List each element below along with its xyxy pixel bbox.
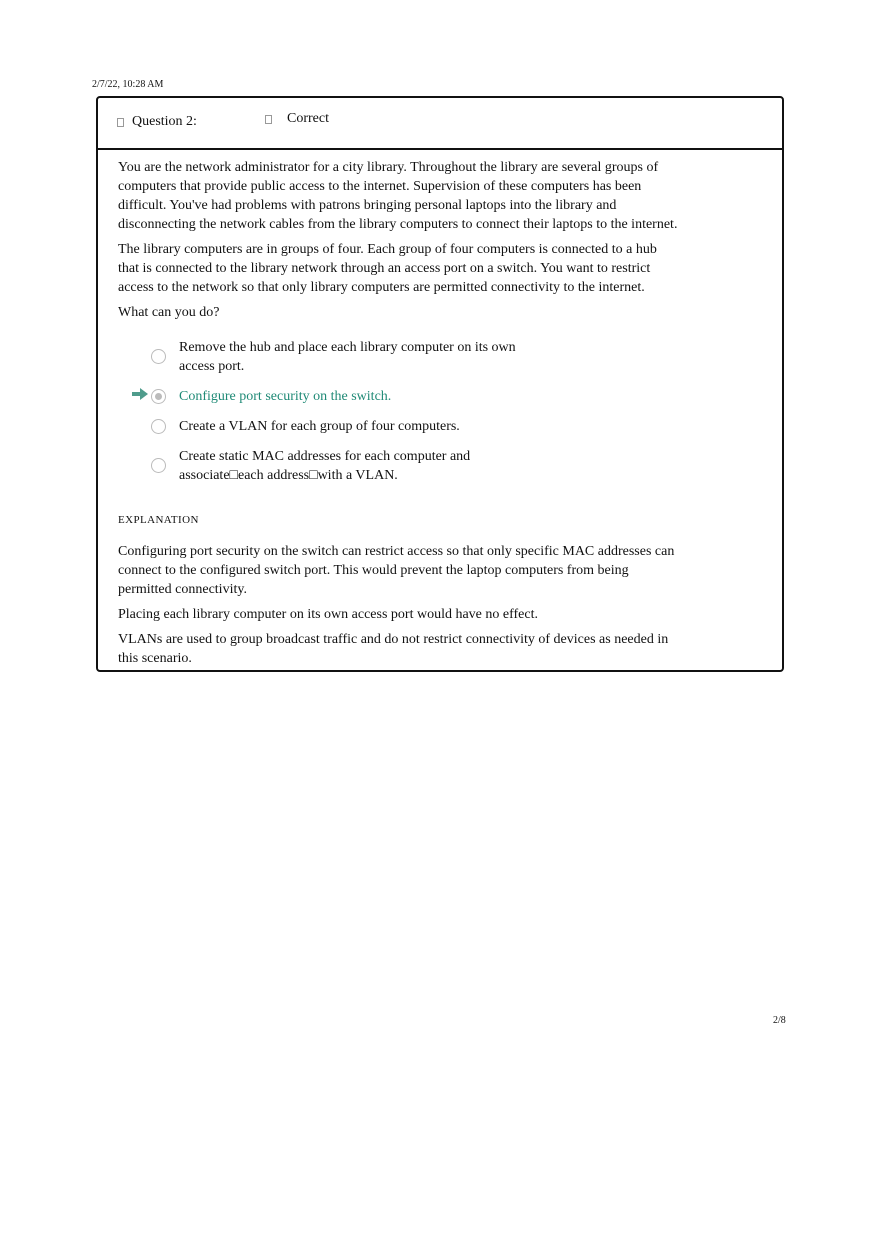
question-body: [118, 158, 678, 674]
explanation-paragraph: Placing each library computer on its own access port would have no effect.: [118, 607, 538, 622]
answer-list: [118, 338, 678, 485]
checkbox-icon: [117, 118, 124, 127]
answer-text: Configure port security on the switch.: [179, 389, 392, 404]
question-paragraph: The library computers are in groups of four. Each group of four computers is connected to a hub that is connected to the library network through an access port on a switch. You want to restrict access to the network so that only library computers are permitted connectivity to the internet.: [118, 242, 657, 295]
status-label: Correct: [287, 111, 329, 126]
answer-option-selected[interactable]: [118, 387, 678, 406]
question-paragraph: You are the network administrator for a city library. Throughout the library are several groups of computers that provide public access to the internet. Supervision of these computers has been difficult. You've had problems with patrons bringing personal laptops into the library and disconnecting the network cables from the library computers to connect their laptops to the internet.: [118, 160, 678, 232]
radio-button[interactable]: [151, 419, 166, 434]
radio-button-selected[interactable]: [151, 389, 166, 404]
checkbox-icon: [265, 115, 272, 124]
question-card: [96, 96, 784, 672]
explanation-paragraph: Configuring port security on the switch can restrict access so that only specific MAC addresses can connect to the configured switch port. This would prevent the laptop computers from being permitted connectivity.: [118, 544, 675, 597]
radio-button[interactable]: [151, 349, 166, 364]
answer-option[interactable]: [118, 417, 678, 436]
page-number: 2/8: [773, 1015, 786, 1026]
arrow-right-icon: [132, 388, 148, 400]
answer-text: Remove the hub and place each library computer on its own access port.: [179, 340, 516, 374]
question-label: Question 2:: [132, 114, 197, 129]
explanation-paragraph: VLANs are used to group broadcast traffic and do not restrict connectivity of devices as needed in this scenario.: [118, 632, 669, 666]
print-timestamp: 2/7/22, 10:28 AM: [92, 79, 164, 90]
explanation-label: EXPLANATION: [118, 514, 199, 526]
answer-text: Create a VLAN for each group of four computers.: [179, 419, 460, 434]
radio-button[interactable]: [151, 458, 166, 473]
answer-option[interactable]: [118, 447, 678, 485]
answer-text: Create static MAC addresses for each computer and associate□each address□with a VLAN.: [179, 449, 471, 483]
answer-option[interactable]: [118, 338, 678, 376]
question-header: [98, 98, 782, 150]
question-prompt: What can you do?: [118, 305, 220, 320]
